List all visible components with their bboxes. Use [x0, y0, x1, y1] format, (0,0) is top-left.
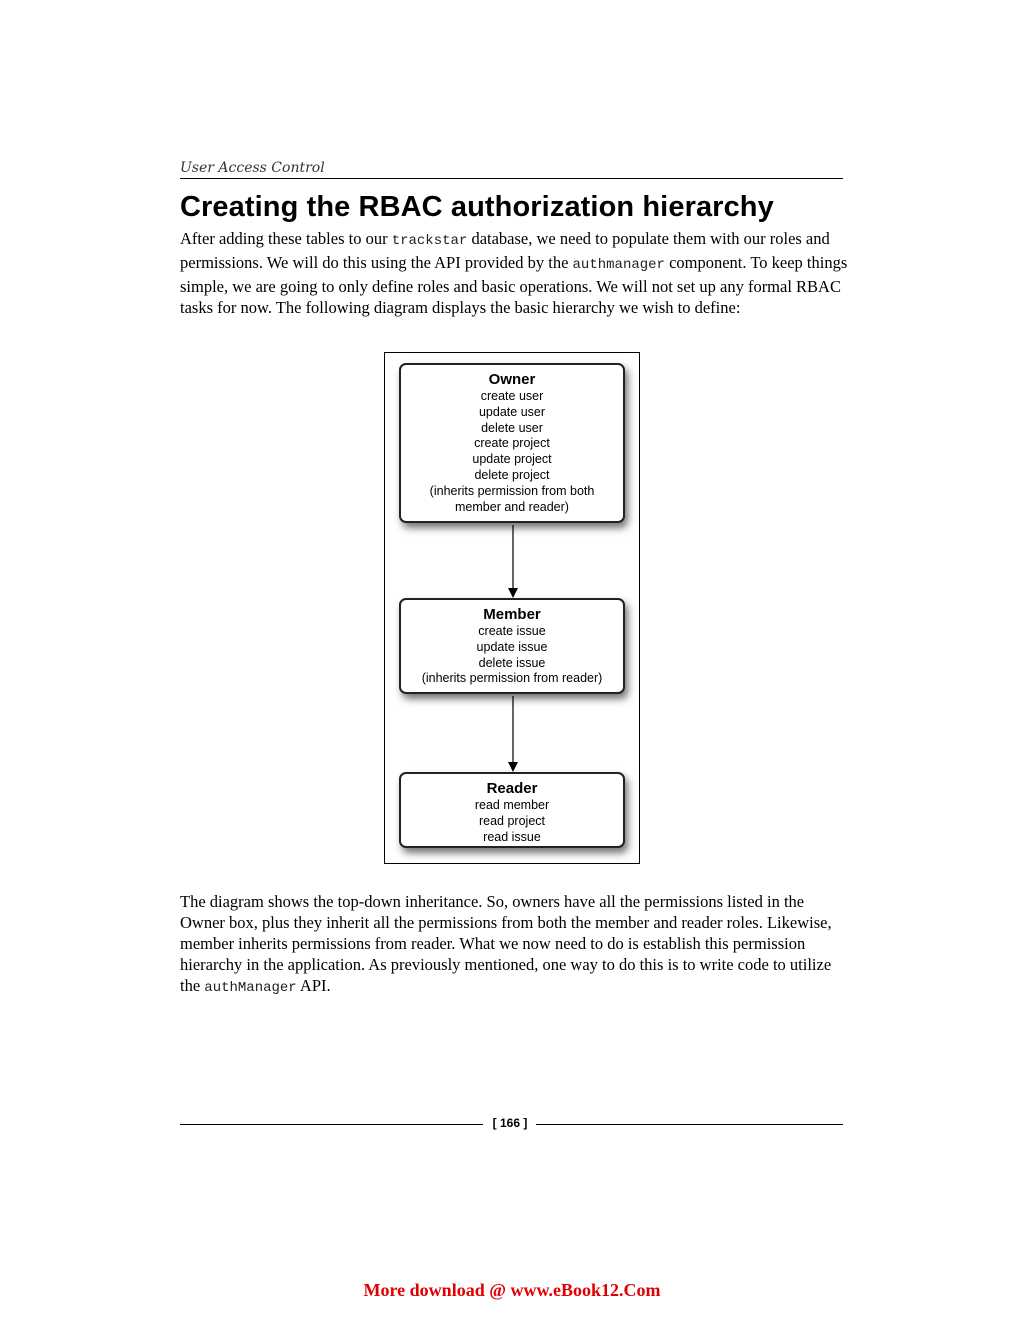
owner-permission: delete project — [474, 467, 550, 482]
running-header: User Access Control — [180, 160, 843, 179]
footer-rule-left — [180, 1124, 483, 1125]
reader-permission: read member — [474, 798, 550, 812]
intro-text-2: database, we need to populate them with our roles and permissions. We will do this using the API provided by the — [180, 229, 830, 272]
intro-text-1: After adding these tables to our — [180, 229, 392, 248]
explanation-text-1: The diagram shows the top-down inheritance. So, owners have all the permissions listed in the Owner box, plus they inherit all the permissions from both the member and reader roles. Likewise, member inherits permissions from reader. What we now need to do is establish this permission hierarchy in the application. As previously mentioned, one way to do this is to write code to utilize the — [180, 892, 832, 995]
footer-rule-right — [536, 1124, 843, 1125]
owner-inherit-note: (inherits permission from both — [429, 483, 595, 498]
intro-paragraph — [180, 228, 848, 318]
owner-permission: create project — [474, 436, 550, 451]
code-trackstar: trackstar — [391, 233, 468, 249]
explanation-paragraph — [180, 891, 848, 999]
owner-inherit-note: member and reader) — [455, 499, 569, 514]
reader-title: Reader — [486, 780, 538, 797]
intro-text-3: component. To keep things simple, we are going to only define roles and basic operations. We will not set up any formal RBAC tasks for now. The following diagram displays the basic hierarchy we wish to define: — [180, 253, 848, 317]
owner-permission: create user — [480, 389, 544, 403]
download-promo: More download @ www.eBook12.Com — [363, 1280, 661, 1300]
rbac-hierarchy-diagram — [384, 352, 640, 864]
explanation-text-2: API. — [296, 976, 331, 995]
reader-permission: read project — [478, 813, 545, 828]
owner-permission: delete user — [481, 420, 543, 435]
owner-permission: update user — [478, 404, 546, 419]
page-title: Creating the RBAC authorization hierarchy — [180, 191, 774, 223]
member-title: Member — [483, 606, 541, 623]
member-permission: update issue — [476, 639, 548, 654]
code-authmanager: authmanager — [572, 257, 665, 273]
owner-role-box — [399, 363, 625, 523]
owner-permission: update project — [472, 452, 552, 467]
member-role-box — [399, 598, 625, 694]
owner-title: Owner — [488, 371, 536, 388]
reader-role-box — [399, 772, 625, 848]
member-permission: create issue — [478, 624, 546, 638]
code-authmanager-api: authManager — [204, 980, 297, 996]
member-permission: delete issue — [478, 655, 546, 670]
member-inherit-note: (inherits permission from reader) — [421, 671, 603, 686]
page-number: [ 166 ] — [492, 1116, 528, 1130]
reader-permission: read issue — [483, 829, 541, 844]
